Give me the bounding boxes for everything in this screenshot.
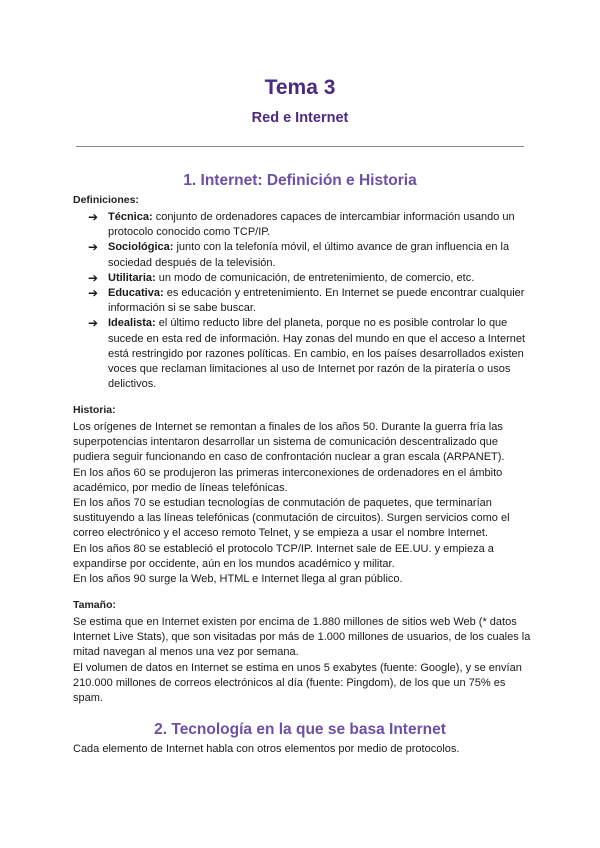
definition-term: Idealista:	[108, 317, 156, 330]
paragraph: Se estima que en Internet existen por encima de 1.880 millones de sitios web Web (* datos Internet Live Stats), que son visitadas por más de 1.000 millones de usuarios, de los cuales la mitad navegan al menos una vez por semana.	[73, 616, 531, 659]
definition-text: un modo de comunicación, de entretenimiento, de comercio, etc.	[155, 271, 475, 284]
list-item	[88, 240, 528, 270]
definition-text: es educación y entretenimiento. En Internet se puede encontrar cualquier información si se sabe buscar.	[108, 287, 525, 315]
definiciones-label: Definiciones:	[73, 194, 139, 206]
arrow-right-icon: ➔	[88, 316, 99, 331]
definition-text: el último reducto libre del planeta, porque no es posible controlar lo que sucede en esta red de información. Hay zonas del mundo en que el acceso a Internet está restringido por razones políticas. En cambio, en los países desarrollados existen voces que reclaman limitaciones al uso de Internet por razón de la piratería o usos delictivos.	[108, 317, 526, 391]
paragraph: El volumen de datos en Internet se estima en unos 5 exabytes (fuente: Google), y se envían 210.000 millones de correos electrónicos al día (fuente: Pingdom), de los que un 75% es spam.	[73, 661, 522, 705]
list-item	[88, 210, 528, 240]
historia-label: Historia:	[73, 404, 116, 416]
list-item	[88, 286, 528, 316]
list-item	[88, 271, 528, 286]
definition-term: Utilitaria:	[108, 271, 156, 284]
paragraph: Los orígenes de Internet se remontan a finales de los años 50. Durante la guerra fría las superpotencias intentaron desarrollar un sistema de comunicación descentralizado que pudiera seguir funcionando en caso de confrontación nuclear a gran escala (ARPANET).	[73, 421, 505, 464]
arrow-right-icon: ➔	[88, 210, 99, 224]
paragraph: Cada elemento de Internet habla con otros elementos por medio de protocolos.	[73, 743, 460, 755]
section-heading-internet: 1. Internet: Definición e Historia	[183, 172, 417, 189]
arrow-right-icon: ➔	[88, 240, 99, 255]
definition-term: Técnica:	[108, 211, 153, 223]
definition-text: junto con la telefonía móvil, el último avance de gran influencia en la sociedad después de la televisión.	[108, 241, 510, 269]
document-title: Tema 3	[264, 76, 336, 99]
definitions-list	[88, 210, 528, 392]
paragraph: En los años 80 se estableció el protocolo TCP/IP. Internet sale de EE.UU. y empieza a expandirse por occidente, aún en los mundos académico y militar.	[73, 542, 494, 570]
paragraph: En los años 60 se produjeron las primeras interconexiones de ordenadores en el ámbito académico, por medio de líneas telefónicas.	[73, 466, 503, 494]
list-item	[88, 316, 528, 392]
section-heading-tecnologia: 2. Tecnología en la que se basa Internet	[154, 721, 446, 738]
arrow-right-icon: ➔	[88, 270, 99, 285]
definition-text: conjunto de ordenadores capaces de intercambiar información usando un protocolo conocido como TCP/IP.	[108, 211, 515, 239]
tamano-label: Tamaño:	[73, 599, 116, 611]
definition-term: Educativa:	[108, 287, 164, 300]
arrow-right-icon: ➔	[88, 286, 99, 301]
tecnologia-body	[73, 742, 531, 757]
historia-body	[73, 420, 531, 587]
horizontal-divider	[76, 146, 524, 147]
document-subtitle: Red e Internet	[251, 110, 349, 126]
paragraph: En los años 70 se estudian tecnologías de conmutación de paquetes, que terminarían sustituyendo a las líneas telefónicas (conmutación de circuitos). Surgen servicios como el correo electrónico y el acceso remoto Telnet, y se empieza a usar el nombre Internet.	[73, 497, 510, 540]
paragraph: En los años 90 surge la Web, HTML e Internet llega al gran público.	[73, 573, 403, 586]
definition-term: Sociológica:	[108, 241, 174, 254]
tamano-body	[73, 615, 531, 706]
